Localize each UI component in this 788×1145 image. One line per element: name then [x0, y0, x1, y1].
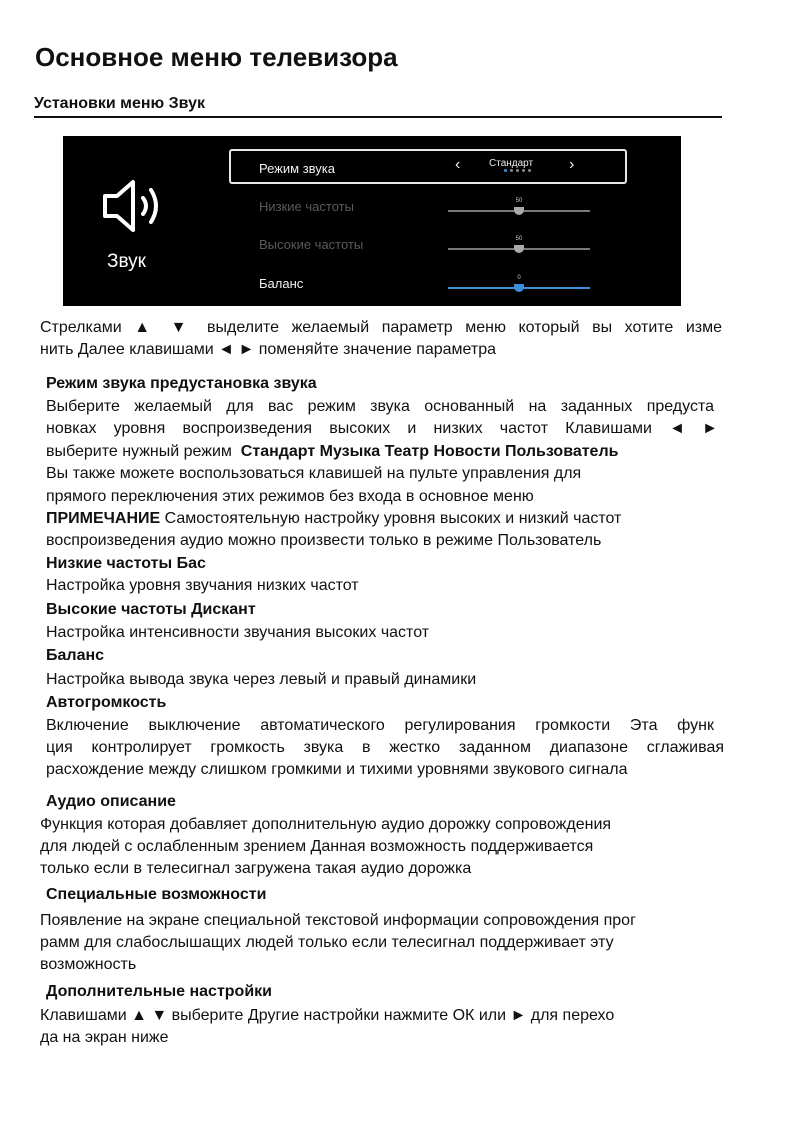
page-dot [522, 169, 525, 172]
body-line: возможность [40, 956, 137, 973]
menu-item-sound-mode[interactable]: Режим звука [259, 161, 335, 176]
treble-slider-value: 50 [515, 236, 523, 242]
section-heading: Баланс [46, 647, 105, 664]
body-line: Функция которая добавляет дополнительную аудио дорожку сопровождения [40, 816, 612, 833]
sound-mode-value: Стандарт [489, 158, 534, 169]
menu-item-balance[interactable]: Баланс [259, 276, 304, 291]
treble-slider-knob[interactable] [514, 245, 524, 253]
body-line: прямого переключения этих режимов без входа в основное меню [46, 488, 534, 505]
bass-slider-value: 50 [515, 198, 523, 204]
section-heading: Высокие частоты Дискант [46, 601, 256, 618]
mode-page-dots [504, 169, 532, 173]
body-line: воспроизведения аудио можно произвести только в режиме Пользователь [46, 532, 602, 549]
note-text: Самостоятельную настройку уровня высоких и низкий частот [160, 510, 622, 527]
page-dot [504, 169, 507, 172]
body-line: новках уровня воспроизведения высоких и низких частот Клавишами ◄ ► [46, 420, 718, 437]
body-line: Появление на экране специальной текстовой информации сопровождения прог [40, 912, 636, 929]
page-dot [528, 169, 531, 172]
body-line: только если в телесигнал загружена такая аудио дорожка [40, 860, 472, 877]
body-line: да на экран ниже [40, 1029, 169, 1046]
body-line: Настройка уровня звучания низких частот [46, 577, 359, 594]
body-text: выберите нужный режим [46, 443, 232, 460]
body-line: рамм для слабослышащих людей только если телесигнал поддерживает эту [40, 934, 614, 951]
section-heading: Аудио описание [46, 793, 176, 810]
bass-slider-knob[interactable] [514, 207, 524, 215]
page-title: Основное меню телевизора [35, 42, 398, 72]
menu-item-bass[interactable]: Низкие частоты [259, 199, 354, 214]
body-line: Стрелками ▲ ▼ выделите желаемый параметр меню который вы хотите изме [40, 319, 722, 336]
body-line: Настройка вывода звука через левый и правый динамики [46, 671, 477, 688]
section-heading: Режим звука предустановка звука [46, 375, 317, 392]
section-heading: Специальные возможности [46, 886, 267, 903]
body-line: расхождение между слишком громкими и тихими уровнями звукового сигнала [46, 761, 628, 778]
body-line: Выберите желаемый для вас режим звука основанный на заданных предуста [46, 398, 714, 415]
page-dot [510, 169, 513, 172]
body-line: Настройка интенсивности звучания высоких частот [46, 624, 430, 641]
menu-item-treble[interactable]: Высокие частоты [259, 237, 364, 252]
balance-slider-knob[interactable] [514, 284, 524, 292]
body-line: Клавишами ▲ ▼ выберите Другие настройки нажмите ОК или ► для перехо [40, 1007, 615, 1024]
note-label: ПРИМЕЧАНИЕ [46, 510, 161, 527]
balance-slider-value: 0 [517, 275, 521, 281]
body-line: Включение выключение автоматического регулирования громкости Эта функ [46, 717, 714, 734]
note-line [46, 508, 621, 531]
page-dot [516, 169, 519, 172]
menu-section-label: Звук [107, 251, 146, 272]
body-line: ция контролирует громкость звука в жестко заданном диапазоне сглаживая [46, 739, 724, 756]
tv-menu-screenshot [63, 136, 681, 306]
chevron-right-icon[interactable]: › [569, 156, 575, 173]
body-line: нить Далее клавишами ◄ ► поменяйте значение параметра [40, 341, 497, 358]
body-line [46, 441, 618, 464]
section-subheading: Установки меню Звук [34, 95, 206, 112]
section-heading: Низкие частоты Бас [46, 555, 206, 572]
section-heading: Автогромкость [46, 694, 167, 711]
body-line: для людей с ослабленным зрением Данная возможность поддерживается [40, 838, 594, 855]
body-line: Вы также можете воспользоваться клавишей на пульте управления для [46, 465, 582, 482]
sound-mode-list: Стандарт Музыка Театр Новости Пользователь [240, 443, 619, 460]
speaker-icon [99, 178, 169, 234]
section-heading: Дополнительные настройки [46, 983, 272, 1000]
divider [34, 116, 722, 118]
chevron-left-icon[interactable]: ‹ [455, 156, 461, 173]
